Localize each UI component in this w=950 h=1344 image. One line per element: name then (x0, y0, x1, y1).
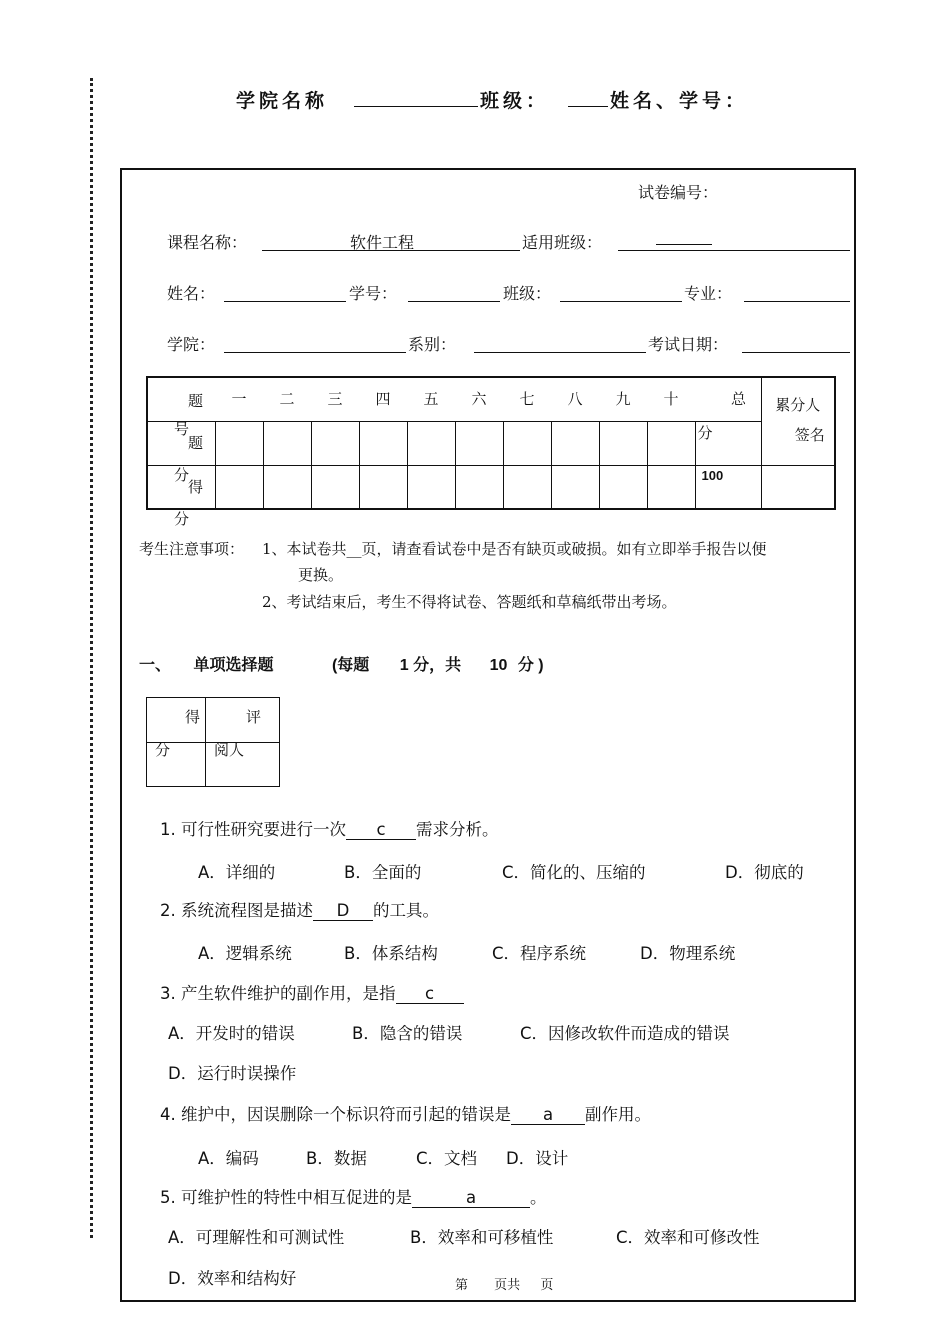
row-label-earned (147, 465, 215, 528)
label-fen: 分 (174, 465, 190, 484)
question-stem-end: 副作用。 (585, 1105, 651, 1124)
grade-score-top (147, 698, 206, 743)
option-a[interactable]: A．详细的 (198, 863, 276, 882)
option-a[interactable]: A．开发时的错误 (168, 1024, 295, 1043)
points-paren-open: (每题 (331, 657, 370, 674)
grade-score-cell[interactable] (147, 742, 206, 787)
question-1 (160, 816, 499, 840)
option-a[interactable]: A．逻辑系统 (198, 944, 292, 963)
grader-label: 累分人 (775, 396, 821, 414)
question-number: 四 (375, 390, 391, 408)
option-a[interactable]: A．编码 (198, 1149, 259, 1168)
page-footer (455, 1274, 553, 1293)
student-id-label: 学号： (349, 284, 398, 303)
answer-blank[interactable]: a (511, 1105, 585, 1125)
major-field (744, 301, 850, 302)
score-cell[interactable] (359, 421, 407, 465)
score-cell[interactable] (311, 421, 359, 465)
question-score-row (147, 421, 835, 465)
footer-ye: 页 (540, 1278, 554, 1293)
question-stem: 可行性研究要进行一次 (181, 820, 346, 839)
earned-cell[interactable] (359, 465, 407, 509)
applicable-class-field (618, 250, 850, 251)
option-d[interactable]: D．效率和结构好 (168, 1269, 297, 1288)
notice-label: 考生注意事项： (139, 540, 245, 558)
earned-cell[interactable] (647, 465, 695, 509)
question-stem: 可维护性的特性中相互促进的是 (181, 1188, 412, 1207)
question-number: 5. (160, 1188, 176, 1207)
section-number: 一、 (139, 657, 172, 674)
question-stem-end: 的工具。 (373, 901, 439, 920)
course-value: 软件工程 (350, 233, 415, 252)
label-de: 得 (188, 477, 204, 496)
option-d[interactable]: D．运行时误操作 (168, 1064, 297, 1083)
option-c[interactable]: C．文档 (416, 1149, 478, 1168)
label-hao: 号 (174, 419, 190, 438)
question-2 (160, 897, 439, 921)
question-number: 三 (327, 390, 343, 408)
earned-cell[interactable] (407, 465, 455, 509)
grade-yueren: 阅人 (214, 740, 245, 759)
header-class-label: 班级： (480, 91, 550, 112)
notice-item-1: 1、本试卷共__页，请查看试卷中是否有缺页或破损。如有立即举手报告以便 (262, 540, 767, 558)
question-stem: 产生软件维护的副作用，是指 (181, 984, 396, 1003)
option-c[interactable]: C．因修改软件而造成的错误 (520, 1024, 730, 1043)
header-cell-question: 题 (188, 392, 204, 410)
page-header (0, 86, 950, 112)
question-stem-end: 需求分析。 (416, 820, 499, 839)
question-number: 五 (423, 390, 439, 408)
department-label: 系别： (408, 335, 457, 354)
score-cell[interactable] (503, 421, 551, 465)
score-header-row (147, 377, 835, 421)
grader-signature-cell[interactable] (761, 465, 835, 509)
class-field (560, 301, 682, 302)
label-fen-2: 分 (174, 509, 190, 528)
question-number: 十 (663, 390, 679, 408)
points-end: 分 ) (517, 657, 544, 674)
earned-score-row (147, 465, 835, 509)
option-d[interactable]: D．设计 (506, 1149, 569, 1168)
option-b[interactable]: B．数据 (306, 1149, 367, 1168)
student-id-field (408, 301, 500, 302)
option-b[interactable]: B．隐含的错误 (352, 1024, 463, 1043)
option-d[interactable]: D．彻底的 (725, 863, 804, 882)
question-number: 八 (567, 390, 583, 408)
earned-cell[interactable] (215, 465, 263, 509)
score-cell[interactable] (407, 421, 455, 465)
points-each: 1 (399, 657, 409, 674)
notice-item-1-continued: 更换。 (298, 566, 344, 584)
exam-number-label: 试卷编号： (638, 183, 719, 202)
course-label: 课程名称： (167, 233, 248, 252)
answer-blank[interactable]: D (313, 901, 373, 921)
total-header-fen: 分 (695, 421, 761, 465)
section-title (139, 652, 544, 675)
option-d[interactable]: D．物理系统 (640, 944, 736, 963)
question-number: 1. (160, 820, 176, 839)
class-label: 班级： (503, 284, 552, 303)
option-c[interactable]: C．程序系统 (492, 944, 587, 963)
footer-ye-gong: 页共 (494, 1278, 521, 1293)
earned-cell[interactable] (599, 465, 647, 509)
header-class-blank (568, 86, 608, 113)
grade-reviewer-top (206, 698, 280, 743)
major-label: 专业： (684, 284, 733, 303)
earned-cell[interactable] (263, 465, 311, 509)
score-cell[interactable] (263, 421, 311, 465)
binding-margin-dotted-line (90, 78, 93, 1238)
question-number: 3. (160, 984, 176, 1003)
grade-ping: 评 (246, 708, 262, 726)
grading-box (146, 697, 280, 787)
score-cell[interactable] (215, 421, 263, 465)
question-stem: 系统流程图是描述 (181, 901, 313, 920)
answer-blank[interactable]: c (396, 984, 464, 1004)
question-3 (160, 980, 464, 1004)
points-total: 10 (489, 657, 508, 674)
label-ti: 题 (188, 433, 204, 452)
score-table (146, 376, 836, 528)
option-c[interactable]: C．效率和可修改性 (616, 1228, 760, 1247)
school-label: 学院： (167, 335, 216, 354)
question-5 (160, 1184, 547, 1208)
answer-blank[interactable]: c (346, 820, 416, 840)
option-c[interactable]: C．简化的、压缩的 (502, 863, 646, 882)
question-stem: 维护中，因误删除一个标识符而引起的错误是 (181, 1105, 511, 1124)
earned-cell[interactable] (311, 465, 359, 509)
answer-blank[interactable]: a (412, 1188, 530, 1208)
question-4 (160, 1101, 651, 1125)
department-field (474, 352, 646, 353)
school-field (224, 352, 406, 353)
footer-di: 第 (455, 1278, 469, 1293)
question-number: 七 (519, 390, 535, 408)
grade-reviewer-cell[interactable] (206, 742, 280, 787)
points-mid: 分，共 (413, 657, 462, 674)
option-b[interactable]: B．效率和可移植性 (410, 1228, 554, 1247)
question-number: 六 (471, 390, 487, 408)
score-cell[interactable] (455, 421, 503, 465)
grader-signature-header (761, 377, 835, 465)
option-b[interactable]: B．体系结构 (344, 944, 438, 963)
name-label: 姓名： (167, 284, 216, 303)
question-number: 4. (160, 1105, 176, 1124)
score-cell[interactable] (599, 421, 647, 465)
question-number: 2. (160, 901, 176, 920)
notice-item-2: 2、考试结束后，考生不得将试卷、答题纸和草稿纸带出考场。 (262, 593, 677, 611)
question-stem-end: 。 (530, 1188, 547, 1207)
question-number: 九 (615, 390, 631, 408)
applicable-class-label: 适用班级： (522, 233, 603, 252)
name-field (224, 301, 346, 302)
score-cell[interactable] (551, 421, 599, 465)
total-header: 总 (695, 377, 761, 421)
section-name: 单项选择题 (193, 657, 274, 674)
exam-date-label: 考试日期： (648, 335, 729, 354)
grade-fen: 分 (155, 740, 171, 759)
score-cell[interactable] (647, 421, 695, 465)
option-b[interactable]: B．全面的 (344, 863, 422, 882)
option-a[interactable]: A．可理解性和可测试性 (168, 1228, 345, 1247)
grade-de: 得 (185, 708, 201, 726)
signature-label: 签名 (794, 426, 825, 444)
exam-date-field (742, 352, 850, 353)
applicable-class-short-line (656, 244, 712, 245)
row-label-question-score (147, 421, 215, 465)
question-number: 一 (231, 390, 247, 408)
total-points: 100 (695, 465, 761, 509)
earned-cell[interactable] (455, 465, 503, 509)
header-college-label: 学院名称 (236, 91, 329, 112)
header-college-blank (354, 86, 478, 113)
header-tail-label: 姓名、学号： (610, 91, 749, 112)
earned-cell[interactable] (503, 465, 551, 509)
question-number: 二 (279, 390, 295, 408)
earned-cell[interactable] (551, 465, 599, 509)
